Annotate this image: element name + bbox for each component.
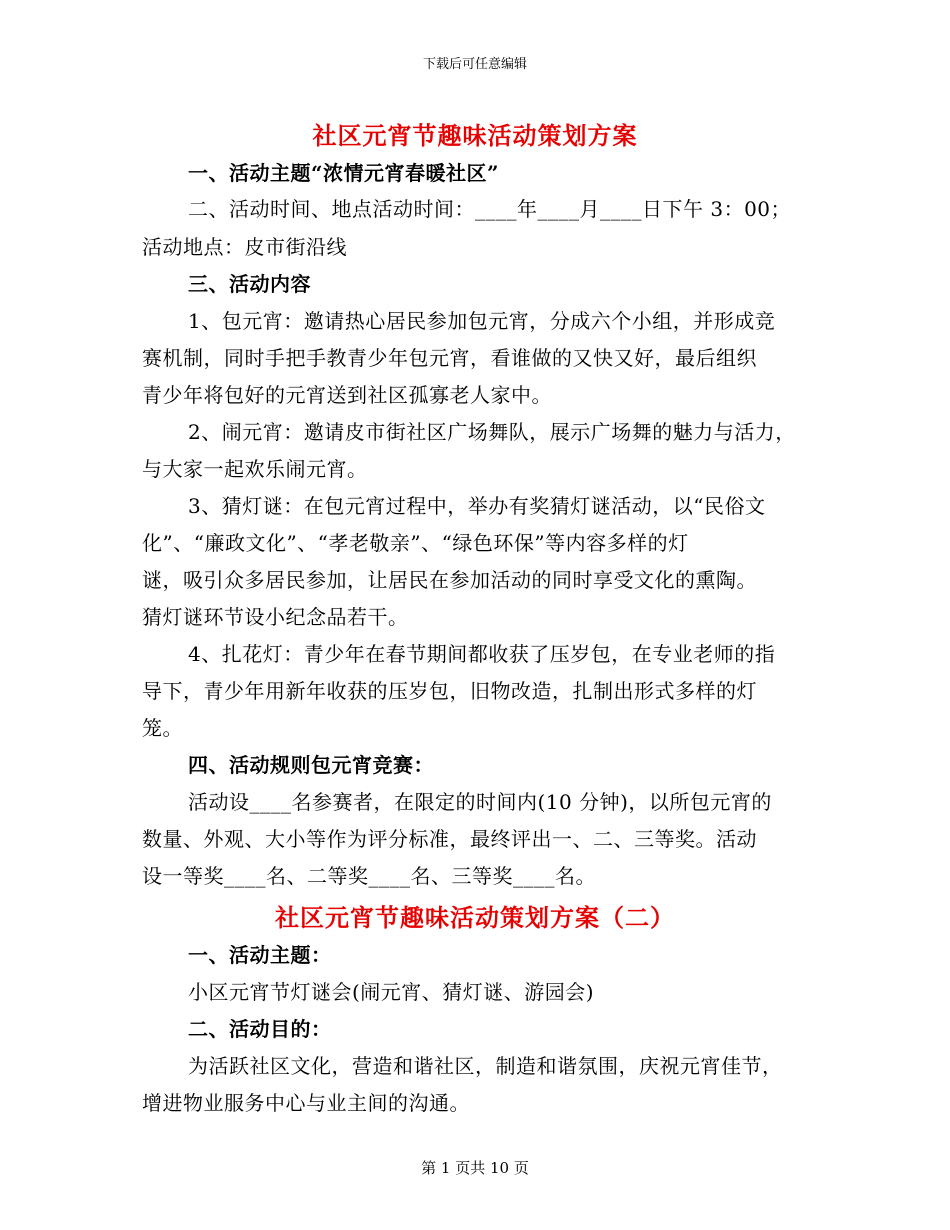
paragraph-line: 增进物业服务中心与业主间的沟通。: [142, 1091, 470, 1115]
paragraph-line: 与大家一起欢乐闹元宵。: [142, 457, 368, 481]
section-heading: 一、活动主题“浓情元宵春暖社区”: [188, 161, 500, 185]
paragraph-line: 笼。: [142, 716, 183, 740]
paragraph-line: 猜灯谜环节设小纪念品若干。: [142, 605, 409, 629]
paragraph-line: 4、扎花灯：青少年在春节期间都收获了压岁包，在专业老师的指: [188, 642, 776, 666]
paragraph-line: 化”、“廉政文化”、“孝老敬亲”、“绿色环保”等内容多样的灯: [142, 531, 689, 555]
paragraph-line: 活动设____名参赛者，在限定的时间内(10 分钟)，以所包元宵的: [188, 790, 772, 814]
page-header: 下载后可任意编辑: [422, 57, 527, 72]
document-title: 社区元宵节趣味活动策划方案: [312, 121, 638, 150]
section-heading: 二、活动目的：: [188, 1017, 332, 1041]
paragraph-line: 青少年将包好的元宵送到社区孤寡老人家中。: [142, 383, 552, 407]
paragraph-line: 活动地点：皮市街沿线: [142, 235, 347, 259]
paragraph-line: 2、闹元宵：邀请皮市街社区广场舞队，展示广场舞的魅力与活力，: [188, 420, 796, 444]
paragraph-line: 小区元宵节灯谜会(闹元宵、猜灯谜、游园会): [188, 980, 595, 1004]
page-footer: 第 1 页共 10 页: [421, 1159, 529, 1177]
section-heading: 三、活动内容: [188, 272, 311, 296]
paragraph-line: 1、包元宵：邀请热心居民参加包元宵，分成六个小组，并形成竞: [188, 309, 776, 333]
section-heading: 四、活动规则包元宵竞赛：: [188, 753, 434, 777]
paragraph-line: 导下，青少年用新年收获的压岁包，旧物改造，扎制出形式多样的灯: [142, 679, 757, 703]
paragraph-line: 谜，吸引众多居民参加，让居民在参加活动的同时享受文化的熏陶。: [142, 568, 757, 592]
paragraph-line: 为活跃社区文化，营造和谐社区，制造和谐氛围，庆祝元宵佳节，: [188, 1054, 783, 1078]
paragraph-line: 3、猜灯谜：在包元宵过程中，举办有奖猜灯谜活动，以“民俗文: [188, 494, 766, 518]
paragraph-line: 赛机制，同时手把手教青少年包元宵，看谁做的又快又好，最后组织: [142, 346, 757, 370]
paragraph-line: 二、活动时间、地点活动时间：____年____月____日下午 3：00；: [188, 197, 792, 221]
section-heading: 一、活动主题：: [188, 943, 332, 967]
section-title: 社区元宵节趣味活动策划方案（二）: [275, 903, 675, 932]
paragraph-line: 数量、外观、大小等作为评分标准，最终评出一、二、三等奖。活动: [142, 827, 757, 851]
paragraph-line: 设一等奖____名、二等奖____名、三等奖____名。: [142, 864, 596, 888]
